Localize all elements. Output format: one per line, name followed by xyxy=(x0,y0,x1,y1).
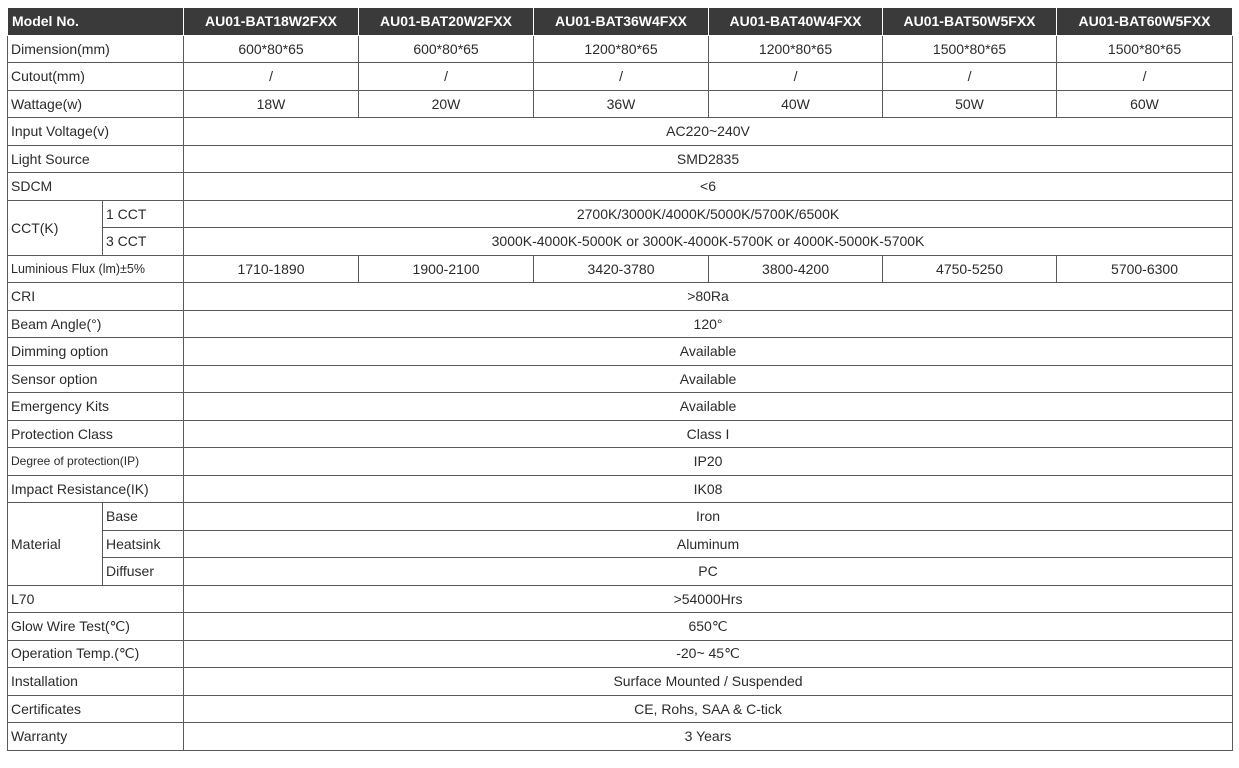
model-name: AU01-BAT60W5FXX xyxy=(1057,8,1233,36)
model-no-label: Model No. xyxy=(8,8,184,36)
cell-value: PC xyxy=(184,558,1233,586)
table-row xyxy=(8,448,1233,476)
cell-value: 1500*80*65 xyxy=(883,35,1057,63)
row-label: Wattage(w) xyxy=(8,90,184,118)
cell-value: 5700-6300 xyxy=(1057,255,1233,283)
row-label: Glow Wire Test(℃) xyxy=(8,613,184,641)
table-row xyxy=(8,200,1233,228)
cell-value: / xyxy=(1057,63,1233,91)
model-name: AU01-BAT40W4FXX xyxy=(709,8,883,36)
table-row xyxy=(8,35,1233,63)
table-row xyxy=(8,558,1233,586)
row-label: Beam Angle(°) xyxy=(8,310,184,338)
table-row xyxy=(8,613,1233,641)
cell-value: Aluminum xyxy=(184,530,1233,558)
cell-value: 40W xyxy=(709,90,883,118)
cell-value: 3420-3780 xyxy=(534,255,709,283)
row-label: Dimension(mm) xyxy=(8,35,184,63)
row-label: L70 xyxy=(8,585,184,613)
table-row xyxy=(8,173,1233,201)
cell-value: IP20 xyxy=(184,448,1233,476)
cell-value: SMD2835 xyxy=(184,145,1233,173)
table-row xyxy=(8,475,1233,503)
cell-value: <6 xyxy=(184,173,1233,201)
header-row xyxy=(8,8,1233,36)
cell-value: 4750-5250 xyxy=(883,255,1057,283)
table-row xyxy=(8,530,1233,558)
table-row xyxy=(8,90,1233,118)
table-row xyxy=(8,63,1233,91)
row-label: Luminious Flux (lm)±5% xyxy=(8,255,184,283)
table-row xyxy=(8,118,1233,146)
row-label: Cutout(mm) xyxy=(8,63,184,91)
table-row xyxy=(8,420,1233,448)
cell-value: 60W xyxy=(1057,90,1233,118)
row-label: Warranty xyxy=(8,723,184,751)
table-row xyxy=(8,283,1233,311)
cell-value: / xyxy=(883,63,1057,91)
row-sublabel: Heatsink xyxy=(103,530,184,558)
cell-value: 120° xyxy=(184,310,1233,338)
cell-value: / xyxy=(534,63,709,91)
cell-value: / xyxy=(359,63,534,91)
cell-value: 650℃ xyxy=(184,613,1233,641)
cell-value: 1900-2100 xyxy=(359,255,534,283)
row-label: Operation Temp.(℃) xyxy=(8,640,184,668)
row-sublabel: Base xyxy=(103,503,184,531)
spec-table xyxy=(7,7,1233,751)
row-sublabel: Diffuser xyxy=(103,558,184,586)
table-row xyxy=(8,723,1233,751)
cell-value: / xyxy=(184,63,359,91)
cell-value: Available xyxy=(184,393,1233,421)
cell-value: 600*80*65 xyxy=(184,35,359,63)
cell-value: IK08 xyxy=(184,475,1233,503)
table-row xyxy=(8,145,1233,173)
row-label: Installation xyxy=(8,668,184,696)
cell-value: 36W xyxy=(534,90,709,118)
table-row xyxy=(8,338,1233,366)
cell-value: 3 Years xyxy=(184,723,1233,751)
row-label: Degree of protection(IP) xyxy=(8,448,184,476)
cell-value: AC220~240V xyxy=(184,118,1233,146)
row-label: CRI xyxy=(8,283,184,311)
cell-value: 20W xyxy=(359,90,534,118)
table-row xyxy=(8,393,1233,421)
table-row xyxy=(8,365,1233,393)
row-label: Dimming option xyxy=(8,338,184,366)
row-label: Certificates xyxy=(8,695,184,723)
row-label: SDCM xyxy=(8,173,184,201)
model-name: AU01-BAT36W4FXX xyxy=(534,8,709,36)
cell-value: >54000Hrs xyxy=(184,585,1233,613)
row-label: Light Source xyxy=(8,145,184,173)
row-label: Protection Class xyxy=(8,420,184,448)
cell-value: 1500*80*65 xyxy=(1057,35,1233,63)
table-row xyxy=(8,640,1233,668)
table-row xyxy=(8,695,1233,723)
cell-value: Iron xyxy=(184,503,1233,531)
cell-value: 1200*80*65 xyxy=(709,35,883,63)
cell-value: Class I xyxy=(184,420,1233,448)
cell-value: >80Ra xyxy=(184,283,1233,311)
row-label: CCT(K) xyxy=(8,200,103,255)
table-row xyxy=(8,668,1233,696)
cell-value: CE, Rohs, SAA & C-tick xyxy=(184,695,1233,723)
cell-value: 18W xyxy=(184,90,359,118)
table-row xyxy=(8,228,1233,256)
row-label: Impact Resistance(IK) xyxy=(8,475,184,503)
cell-value: 1200*80*65 xyxy=(534,35,709,63)
row-label: Material xyxy=(8,503,103,586)
table-row xyxy=(8,255,1233,283)
row-label: Sensor option xyxy=(8,365,184,393)
model-name: AU01-BAT18W2FXX xyxy=(184,8,359,36)
model-name: AU01-BAT50W5FXX xyxy=(883,8,1057,36)
row-label: Emergency Kits xyxy=(8,393,184,421)
cell-value: Available xyxy=(184,338,1233,366)
cell-value: 1710-1890 xyxy=(184,255,359,283)
cell-value: / xyxy=(709,63,883,91)
cell-value: Available xyxy=(184,365,1233,393)
table-row xyxy=(8,585,1233,613)
row-sublabel: 3 CCT xyxy=(103,228,184,256)
cell-value: 3800-4200 xyxy=(709,255,883,283)
cell-value: -20~ 45℃ xyxy=(184,640,1233,668)
table-row xyxy=(8,310,1233,338)
cell-value: 3000K-4000K-5000K or 3000K-4000K-5700K or 4000K-5000K-5700K xyxy=(184,228,1233,256)
cell-value: 2700K/3000K/4000K/5000K/5700K/6500K xyxy=(184,200,1233,228)
model-name: AU01-BAT20W2FXX xyxy=(359,8,534,36)
cell-value: 600*80*65 xyxy=(359,35,534,63)
row-sublabel: 1 CCT xyxy=(103,200,184,228)
cell-value: 50W xyxy=(883,90,1057,118)
row-label: Input Voltage(v) xyxy=(8,118,184,146)
table-row xyxy=(8,503,1233,531)
cell-value: Surface Mounted / Suspended xyxy=(184,668,1233,696)
